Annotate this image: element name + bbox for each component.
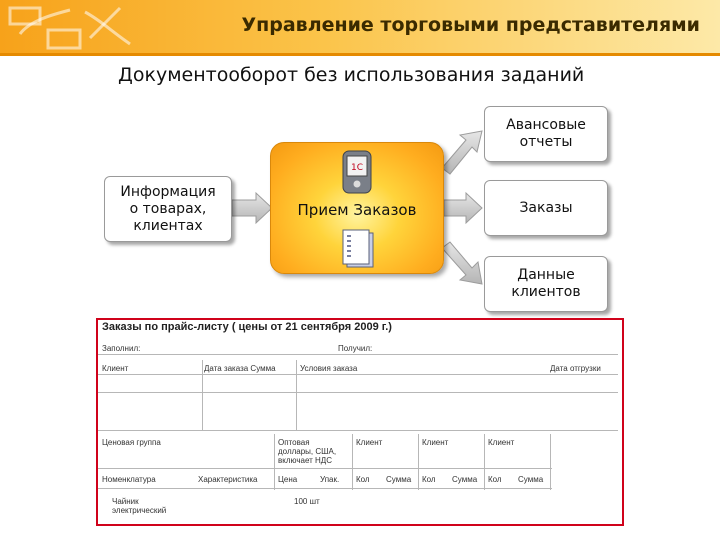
advance-line-2: отчеты xyxy=(519,134,573,150)
form-divider xyxy=(98,488,552,489)
arrow-info-to-center xyxy=(232,193,272,223)
order-date-sum-header: Дата заказа Сумма xyxy=(204,364,276,373)
form-divider xyxy=(202,360,203,430)
page-title: Управление торговыми представителями xyxy=(241,14,700,36)
arrow-center-to-advance xyxy=(442,131,482,174)
client-col-3: Клиент xyxy=(488,438,515,447)
item-name-line-1: Чайник xyxy=(112,497,139,506)
form-divider xyxy=(98,392,618,393)
col-sum-1: Сумма xyxy=(386,475,412,484)
arrow-center-to-clients xyxy=(442,242,482,284)
col-price: Цена xyxy=(278,475,298,484)
form-divider xyxy=(418,434,419,490)
info-goods-clients-box xyxy=(104,176,232,242)
advance-line-1: Авансовые xyxy=(506,117,586,133)
col-sum-2: Сумма xyxy=(452,475,478,484)
base-price-line-1: Оптовая xyxy=(278,438,310,447)
client-col-1: Клиент xyxy=(356,438,383,447)
pda-device-icon xyxy=(339,149,375,195)
advance-reports-box xyxy=(484,106,608,162)
form-divider xyxy=(352,434,353,490)
form-divider xyxy=(550,434,551,490)
col-characteristic: Характеристика xyxy=(198,475,258,484)
info-box-line-3: клиентах xyxy=(133,217,203,234)
form-divider xyxy=(98,468,552,469)
order-form-screenshot xyxy=(96,318,624,526)
base-price-line-3: включает НДС xyxy=(278,456,332,465)
orders-label: Заказы xyxy=(519,199,573,216)
info-box-line-2: о товарах, xyxy=(129,200,207,217)
order-form-title: Заказы по прайс-листу ( цены от 21 сентября 2009 г.) xyxy=(102,321,392,333)
price-group-label: Ценовая группа xyxy=(102,438,161,447)
order-terms-header: Условия заказа xyxy=(300,364,358,373)
arrow-center-to-orders xyxy=(444,193,482,223)
form-divider xyxy=(274,434,275,490)
order-intake-box xyxy=(270,142,444,274)
form-divider xyxy=(98,374,618,375)
client-data-line-2: клиентов xyxy=(511,284,581,300)
header-band xyxy=(0,0,720,56)
client-data-line-1: Данные xyxy=(517,267,575,283)
col-nomenclature: Номенклатура xyxy=(102,475,156,484)
document-icon xyxy=(341,229,377,271)
info-box-line-1: Информация xyxy=(120,183,216,200)
form-divider xyxy=(98,354,618,355)
ship-date-header: Дата отгрузки xyxy=(550,364,601,373)
client-data-box xyxy=(484,256,608,312)
item-name-line-2: электрический xyxy=(112,506,167,515)
form-divider xyxy=(98,430,618,431)
decorative-logo-pattern xyxy=(0,0,150,56)
item-price: 100 шт xyxy=(294,497,320,506)
form-divider xyxy=(484,434,485,490)
col-qty-1: Кол xyxy=(356,475,370,484)
orders-box xyxy=(484,180,608,236)
col-qty-3: Кол xyxy=(488,475,502,484)
order-intake-label: Прием Заказов xyxy=(297,201,417,219)
client-header: Клиент xyxy=(102,364,129,373)
svg-text:1С: 1С xyxy=(350,163,364,173)
filled-by-label: Заполнил: xyxy=(102,344,141,353)
col-sum-3: Сумма xyxy=(518,475,544,484)
client-col-2: Клиент xyxy=(422,438,449,447)
base-price-line-2: доллары, США, xyxy=(278,447,337,456)
col-qty-2: Кол xyxy=(422,475,436,484)
received-by-label: Получил: xyxy=(338,344,373,353)
col-pack: Упак. xyxy=(320,475,340,484)
slide-subtitle: Документооборот без использования заданий xyxy=(118,64,585,86)
form-divider xyxy=(296,360,297,430)
